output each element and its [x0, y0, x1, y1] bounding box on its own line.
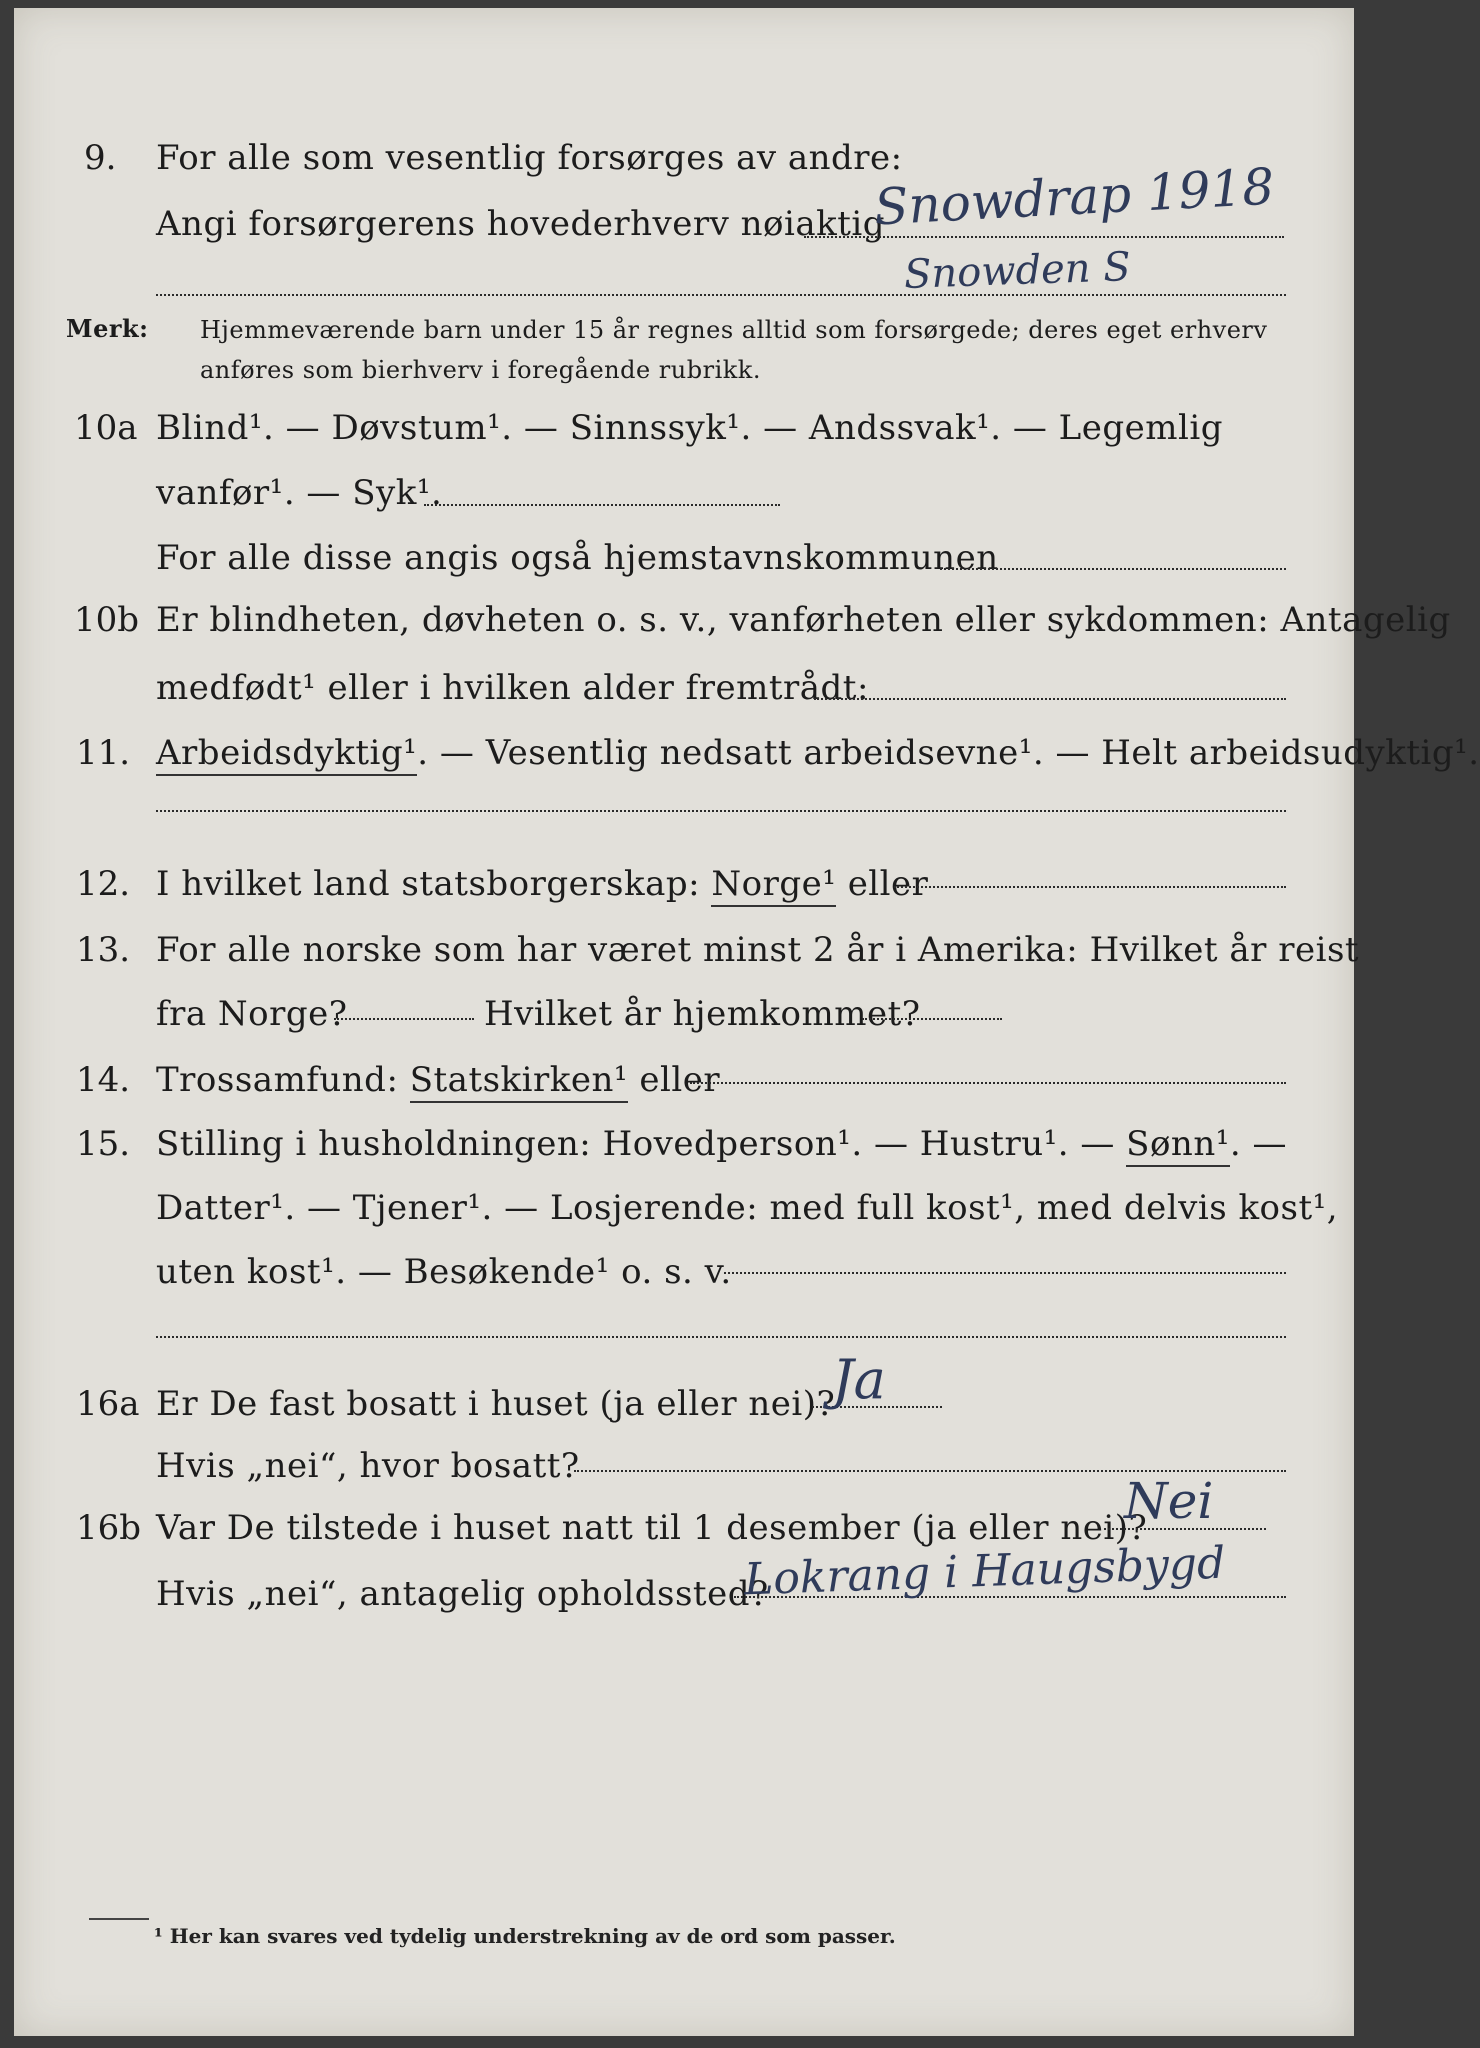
- q14-answer-line: [690, 1082, 1286, 1084]
- q11-number: 11.: [76, 733, 131, 773]
- q13-reist-line: [334, 1018, 474, 1020]
- q12-answer-line: [894, 886, 1286, 888]
- q14-number: 14.: [76, 1060, 131, 1100]
- q15-extra-line: [156, 1336, 1286, 1338]
- q10b-line1: Er blindheten, døvheten o. s. v., vanførheten eller sykdommen: Antagelig: [156, 600, 1451, 640]
- q9-line1: For alle som vesentlig forsørges av andre:: [156, 138, 903, 178]
- q10a-kommune-line: [940, 568, 1286, 570]
- q16b-handwritten-answer: Nei: [1124, 1472, 1214, 1530]
- q11-underlined-choice: Arbeidsdyktig¹: [156, 733, 417, 776]
- footnote-rule: [89, 1918, 149, 1920]
- q15-number: 15.: [76, 1124, 131, 1164]
- merk-label: Merk:: [66, 314, 149, 343]
- q13-number: 13.: [76, 930, 131, 970]
- q16b-line2: Hvis „nei“, antagelig opholdssted?: [156, 1574, 769, 1614]
- q15-line2: Datter¹. — Tjener¹. — Losjerende: med full kost¹, med delvis kost¹,: [156, 1188, 1339, 1228]
- q13-line2b: Hvilket år hjemkommet?: [484, 994, 921, 1034]
- footnote-text: ¹ Her kan svares ved tydelig understrekning av de ord som passer.: [154, 1924, 896, 1948]
- q14-rest: eller: [639, 1060, 721, 1100]
- q12-underlined-choice: Norge¹: [711, 864, 836, 907]
- merk-line2: anføres som bierhverv i foregående rubrikk.: [200, 356, 761, 384]
- q16a-number: 16a: [76, 1384, 140, 1424]
- q15-underlined-choice: Sønn¹: [1126, 1124, 1230, 1167]
- q14-underlined-choice: Statskirken¹: [410, 1060, 628, 1103]
- q11-rest: . — Vesentlig nedsatt arbeidsevne¹. — Helt arbeidsudyktig¹.: [417, 733, 1480, 773]
- q12-line: [156, 864, 928, 904]
- q12-number: 12.: [76, 864, 131, 904]
- q16b-number: 16b: [76, 1508, 142, 1548]
- q13-line2a: fra Norge?: [156, 994, 348, 1034]
- q16a-handwritten-answer: Ja: [832, 1348, 886, 1411]
- q16b-line1: Var De tilstede i huset natt til 1 desember (ja eller nei)?: [156, 1508, 1148, 1548]
- q11-line: [156, 733, 1480, 773]
- q9-line2: Angi forsørgerens hovederhverv nøiaktig: [156, 204, 886, 244]
- q15-line3: uten kost¹. — Besøkende¹ o. s. v.: [156, 1252, 732, 1292]
- q10b-answer-line: [814, 698, 1286, 700]
- q14-text: Trossamfund:: [156, 1060, 399, 1100]
- q16a-line2: Hvis „nei“, hvor bosatt?: [156, 1446, 580, 1486]
- q10a-syk-line: [424, 504, 780, 506]
- q12-rest: eller: [847, 864, 929, 904]
- q15-line1a: Stilling i husholdningen: Hovedperson¹. — Hustru¹. —: [156, 1124, 1115, 1164]
- q10a-line2: vanfør¹. — Syk¹.: [156, 473, 443, 513]
- q12-text: I hvilket land statsborgerskap:: [156, 864, 701, 904]
- q15-line1b: . —: [1229, 1124, 1287, 1164]
- q16b-handwritten-place: Lokrang i Haugsbygd: [743, 1537, 1226, 1606]
- q10b-number: 10b: [74, 600, 140, 640]
- q11-extra-line: [156, 810, 1286, 812]
- q10a-line3: For alle disse angis også hjemstavnskommunen: [156, 538, 999, 578]
- q10b-line2: medfødt¹ eller i hvilken alder fremtrådt:: [156, 668, 869, 708]
- q9-extra-line: [156, 294, 1286, 296]
- q9-handwritten-answer: Snowdrap 1918: [872, 157, 1276, 237]
- census-form-page: [14, 8, 1480, 2036]
- q13-hjemkommet-line: [862, 1018, 1002, 1020]
- q10a-number: 10a: [74, 408, 138, 448]
- q15-line1: [156, 1124, 1287, 1164]
- q13-line1: For alle norske som har været minst 2 år i Amerika: Hvilket år reist: [156, 930, 1360, 970]
- q10a-line1: Blind¹. — Døvstum¹. — Sinnssyk¹. — Andssvak¹. — Legemlig: [156, 408, 1223, 448]
- q16a-line1: Er De fast bosatt i huset (ja eller nei)?: [156, 1384, 836, 1424]
- q14-line: [156, 1060, 720, 1100]
- merk-line1: Hjemmeværende barn under 15 år regnes alltid som forsørgede; deres eget erhverv: [200, 316, 1268, 344]
- q9-handwritten-answer-2: Snowden S: [903, 244, 1132, 298]
- q9-number: 9.: [84, 138, 117, 178]
- q15-answer-line: [724, 1272, 1286, 1274]
